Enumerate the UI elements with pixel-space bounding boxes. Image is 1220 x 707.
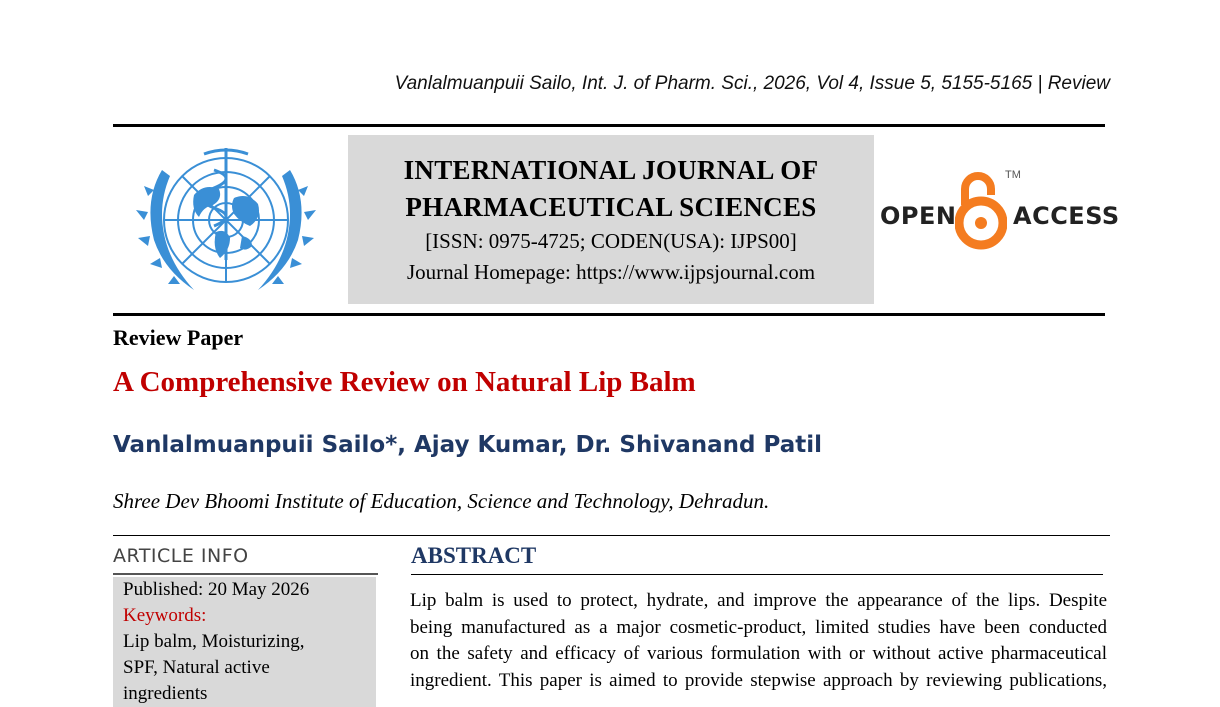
open-access-logo bbox=[880, 165, 1120, 250]
keywords-line: SPF, Natural active bbox=[123, 657, 270, 678]
author-list: Vanlalmuanpuii Sailo*, Ajay Kumar, Dr. Shivanand Patil bbox=[113, 432, 822, 458]
section-separator bbox=[113, 535, 1110, 536]
journal-name-line2: PHARMACEUTICAL SCIENCES bbox=[405, 192, 817, 222]
running-header: Vanlalmuanpuii Sailo, Int. J. of Pharm. Sci., 2026, Vol 4, Issue 5, 5155-5165 | Review bbox=[394, 73, 1110, 94]
header-bottom-rule bbox=[113, 313, 1105, 316]
paper-title: A Comprehensive Review on Natural Lip Balm bbox=[113, 366, 696, 398]
abstract-line: ingredient. This paper is aimed to provide stepwise approach by reviewing publications, bbox=[410, 669, 1107, 691]
abstract-heading: ABSTRACT bbox=[411, 543, 537, 568]
article-info-rule bbox=[113, 573, 378, 575]
abstract-line: being manufactured as a major cosmetic-product, limited studies have been conducted bbox=[410, 616, 1107, 638]
abstract-body bbox=[410, 588, 1107, 694]
abstract-rule bbox=[411, 574, 1103, 575]
header-top-rule bbox=[113, 124, 1105, 127]
keywords-label: Keywords: bbox=[123, 605, 207, 626]
abstract-line: Lip balm is used to protect, hydrate, and improve the appearance of the lips. Despite bbox=[410, 590, 1107, 611]
un-emblem-logo bbox=[124, 140, 329, 305]
journal-masthead bbox=[348, 135, 874, 304]
journal-name-line1: INTERNATIONAL JOURNAL OF bbox=[403, 155, 819, 185]
keywords-line: ingredients bbox=[123, 683, 208, 704]
issn-coden: [ISSN: 0975-4725; CODEN(USA): IJPS00] bbox=[425, 229, 797, 253]
open-access-open-text: OPEN bbox=[880, 202, 957, 230]
journal-homepage: Journal Homepage: https://www.ijpsjournal.com bbox=[406, 260, 816, 284]
paper-type: Review Paper bbox=[113, 325, 244, 350]
published-date: Published: 20 May 2026 bbox=[123, 579, 310, 600]
affiliation: Shree Dev Bhoomi Institute of Education, Science and Technology, Dehradun. bbox=[113, 489, 770, 513]
open-access-access-text: ACCESS bbox=[1013, 202, 1120, 230]
article-info-box bbox=[113, 577, 376, 707]
article-info-heading: ARTICLE INFO bbox=[113, 545, 249, 567]
abstract-line: on the safety and efficacy of various formulation with or without active pharmaceutical bbox=[410, 643, 1107, 664]
keywords-line: Lip balm, Moisturizing, bbox=[123, 631, 305, 652]
trademark-mark: TM bbox=[1005, 169, 1021, 181]
open-access-lock-icon bbox=[955, 165, 1007, 250]
